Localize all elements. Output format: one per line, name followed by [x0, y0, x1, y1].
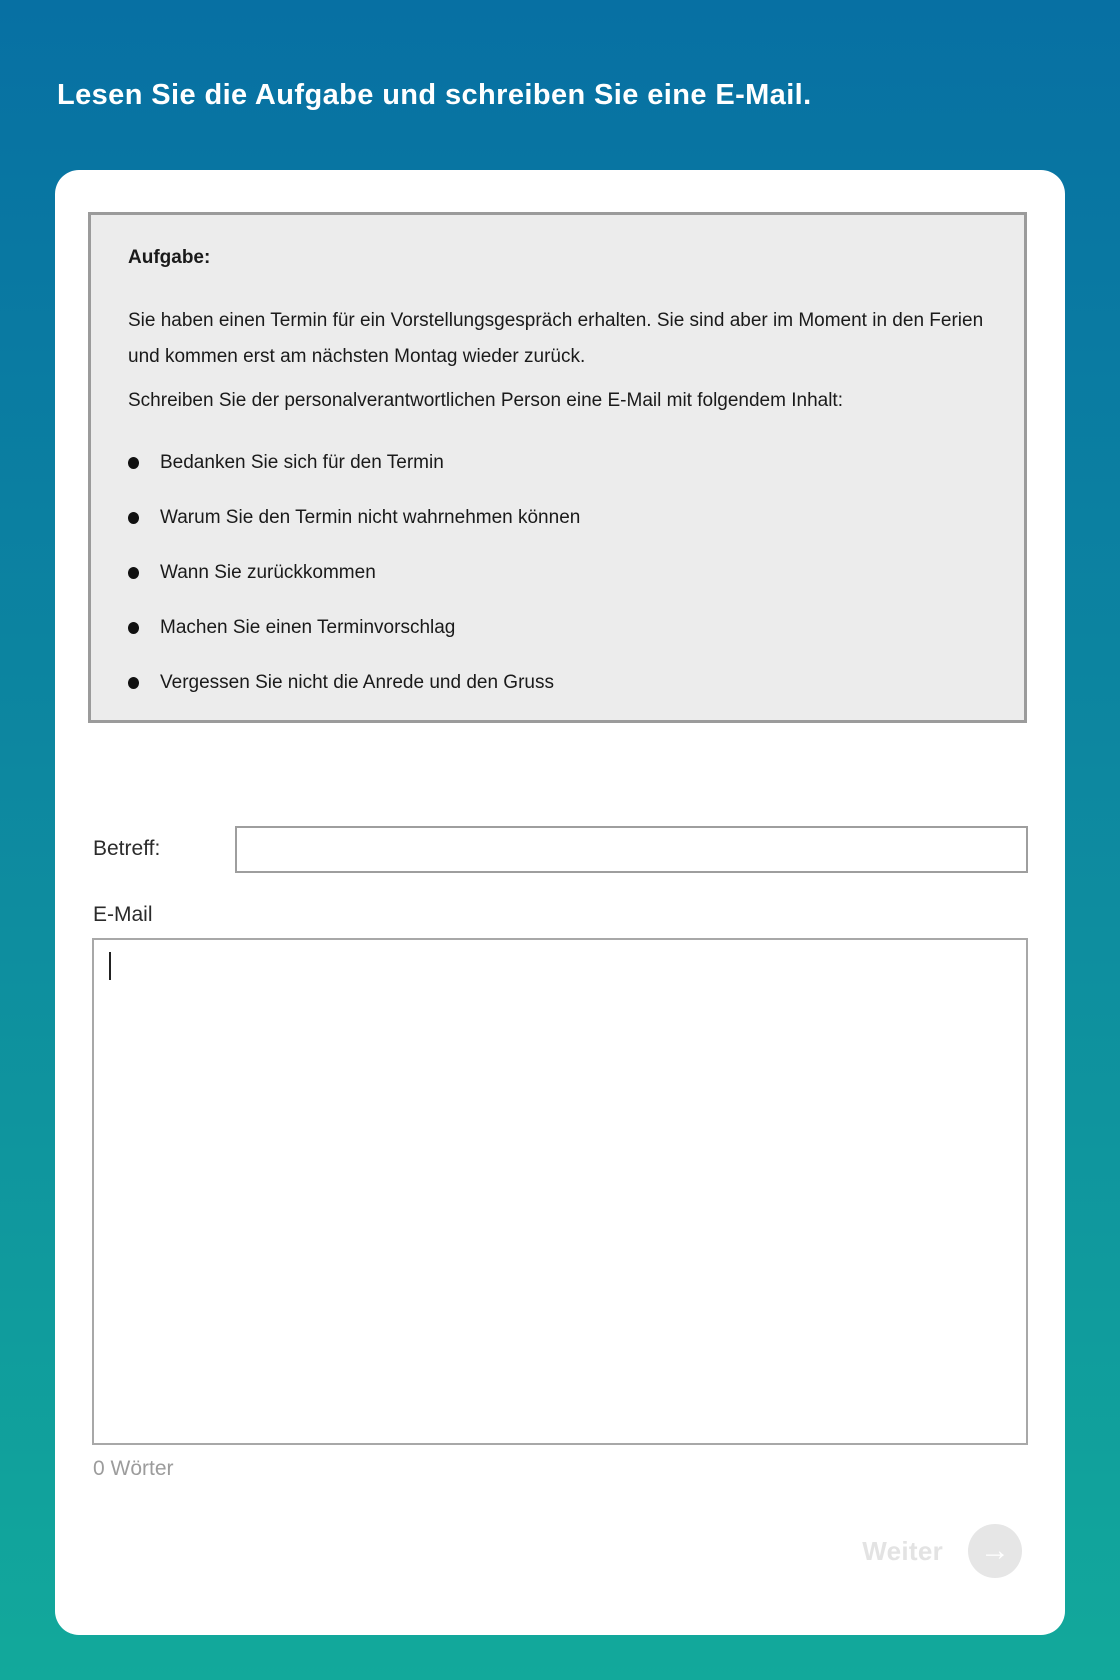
task-bullet-item [128, 672, 984, 694]
bullet-icon [128, 677, 139, 689]
task-bullet-text: Vergessen Sie nicht die Anrede und den Gruss [160, 672, 554, 693]
bullet-icon [128, 512, 139, 524]
word-count: 0 Wörter [93, 1457, 174, 1480]
bullet-icon [128, 622, 139, 634]
task-bullet-text: Warum Sie den Termin nicht wahrnehmen können [160, 507, 581, 528]
subject-label: Betreff: [93, 837, 161, 860]
task-paragraph-1: Sie haben einen Termin für ein Vorstellungsgespräch erhalten. Sie sind aber im Moment in den Ferien und kommen erst am nächsten Montag wieder zurück. [128, 310, 984, 367]
content-card [55, 170, 1065, 1635]
task-bullet-list [128, 452, 984, 694]
text-cursor [109, 952, 111, 980]
page-title: Lesen Sie die Aufgabe und schreiben Sie eine E-Mail. [57, 79, 812, 112]
task-heading: Aufgabe: [128, 247, 211, 268]
task-instructions-box [88, 212, 1027, 723]
next-button[interactable] [862, 1524, 1022, 1578]
next-button-label: Weiter [862, 1535, 943, 1566]
task-paragraph-2: Schreiben Sie der personalverantwortlichen Person eine E-Mail mit folgendem Inhalt: [128, 390, 843, 411]
task-bullet-text: Machen Sie einen Terminvorschlag [160, 617, 456, 638]
task-bullet-text: Bedanken Sie sich für den Termin [160, 452, 444, 473]
task-bullet-item [128, 562, 984, 584]
task-bullet-item [128, 617, 984, 639]
email-textarea[interactable] [92, 938, 1028, 1445]
task-bullet-item [128, 452, 984, 474]
bullet-icon [128, 457, 139, 469]
task-bullet-text: Wann Sie zurückkommen [160, 562, 376, 583]
arrow-right-icon: → [968, 1524, 1022, 1578]
task-bullet-item [128, 507, 984, 529]
email-label: E-Mail [93, 903, 153, 926]
bullet-icon [128, 567, 139, 579]
subject-input[interactable] [235, 826, 1028, 873]
